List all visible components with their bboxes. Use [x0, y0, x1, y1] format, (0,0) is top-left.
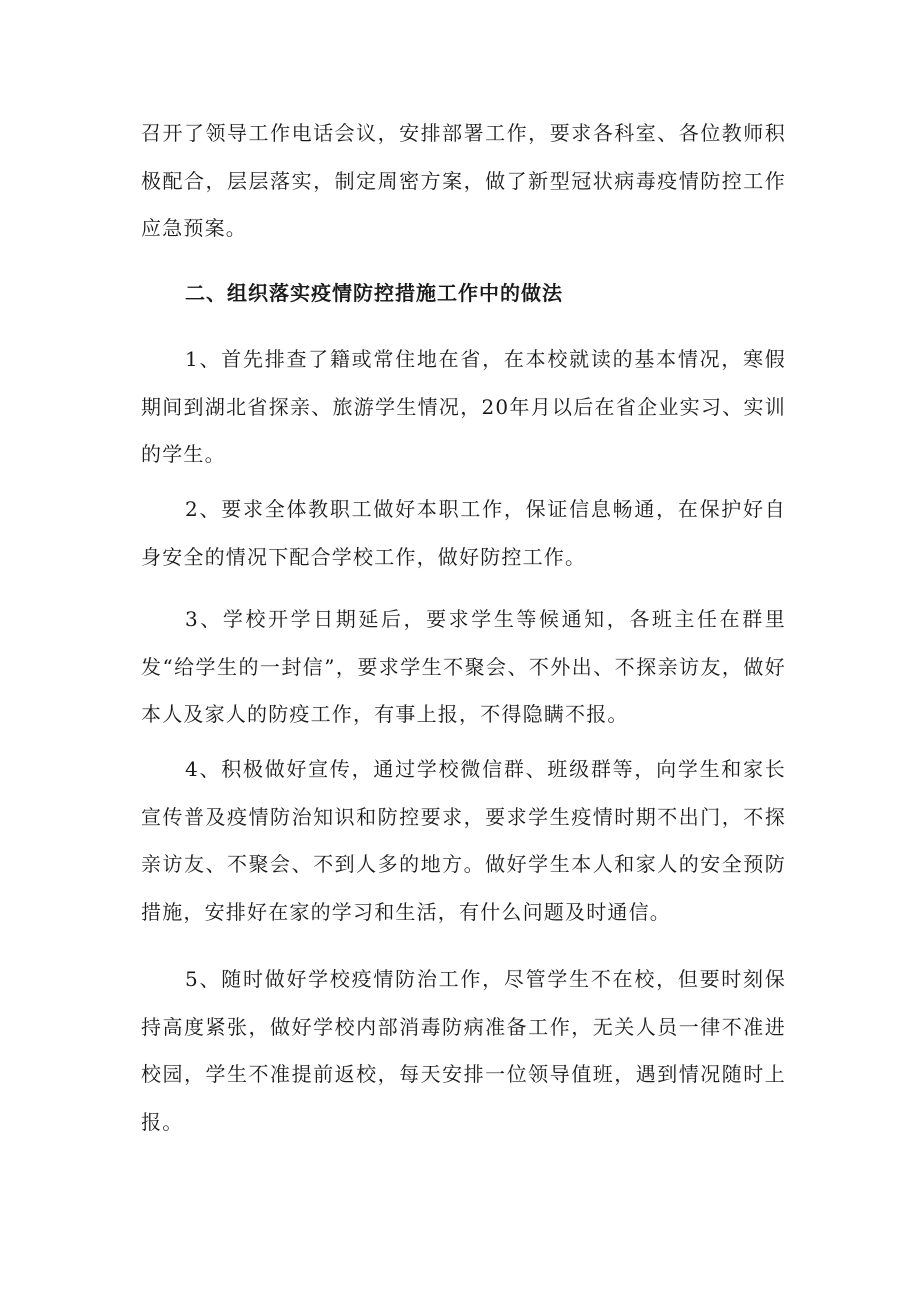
section-heading-2: 二、组织落实疫情防控措施工作中的做法 [185, 281, 563, 305]
paragraph-intro-continuation: 召开了领导工作电话会议，安排部署工作，要求各科室、各位教师积极配合，层层落实，制定周密方案，做了新型冠状病毒疫情防控工作应急预案。 [141, 121, 786, 240]
paragraph-item-2: 2、要求全体教职工做好本职工作，保证信息畅通，在保护好自身安全的情况下配合学校工作，做好防控工作。 [141, 497, 786, 569]
paragraph-item-4: 4、积极做好宣传，通过学校微信群、班级群等，向学生和家长宣传普及疫情防治知识和防控要求，要求学生疫情时期不出门，不探亲访友、不聚会、不到人多的地方。做好学生本人和家人的安全预防措施，安排好在家的学习和生活，有什么问题及时通信。 [141, 757, 786, 924]
paragraph-item-5: 5、随时做好学校疫情防治工作，尽管学生不在校，但要时刻保持高度紧张，做好学校内部消毒防病准备工作，无关人员一律不准进校园，学生不准提前返校，每天安排一位领导值班，遇到情况随时上报。 [141, 967, 786, 1134]
paragraph-item-3: 3、学校开学日期延后，要求学生等候通知，各班主任在群里发“给学生的一封信”，要求学生不聚会、不外出、不探亲访友，做好本人及家人的防疫工作，有事上报，不得隐瞒不报。 [141, 607, 786, 726]
paragraph-item-1: 1、首先排查了籍或常住地在省，在本校就读的基本情况，寒假期间到湖北省探亲、旅游学生情况，20年月以后在省企业实习、实训的学生。 [141, 347, 786, 466]
